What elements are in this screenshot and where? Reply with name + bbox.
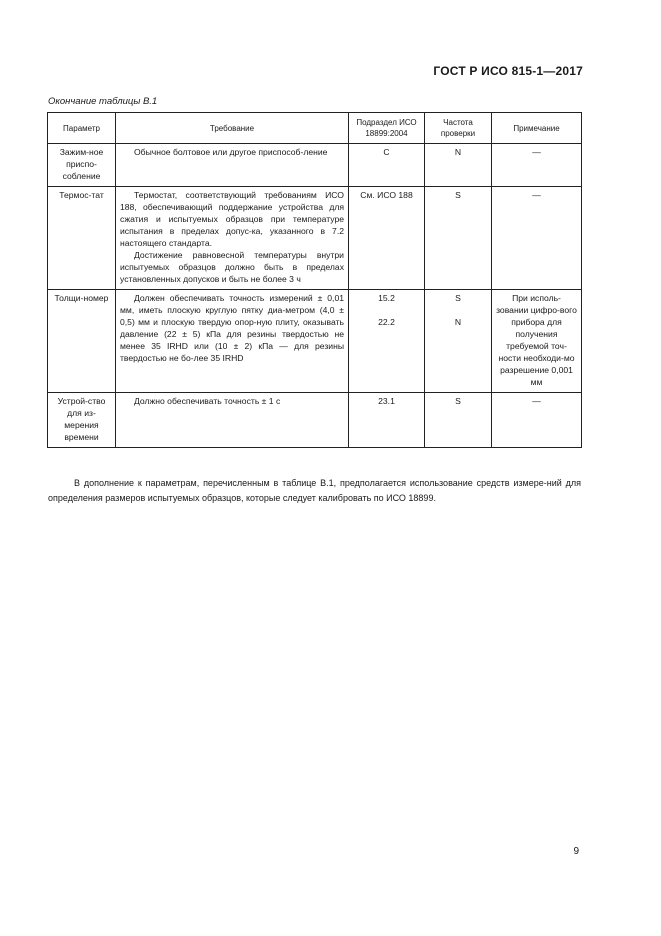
table-row [48,290,582,393]
column-header-note: Примечание [492,113,582,144]
parameter-cell: Толщи-номер [48,290,116,393]
parameter-cell: Термос-тат [48,187,116,290]
body-paragraph: В дополнение к параметрам, перечисленным в таблице В.1, предполагается использование средств измере-ний для определения размеров испытуемых образцов, которые следует калибровать по ИСО 18899. [48,478,581,503]
requirement-text: Достижение равновесной температуры внутри испытуемых образцов должно быть в пределах установленных допусков и быть не более 3 ч [120,250,344,284]
subsection-cell: См. ИСО 188 [349,187,425,290]
requirements-table [47,112,582,448]
document-header: ГОСТ Р ИСО 815-1—2017 [433,64,583,78]
page-number: 9 [573,846,579,857]
note-cell: — [492,187,582,290]
subsection-cell: 23.1 [349,393,425,448]
note-cell: — [492,144,582,187]
parameter-cell: Устрой-ство для из-мерения времени [48,393,116,448]
frequency-cell: S [425,187,492,290]
frequency-value: N [454,317,462,327]
table-caption: Окончание таблицы В.1 [48,96,158,107]
frequency-cell [425,290,492,393]
table-row [48,393,582,448]
requirement-cell [116,393,349,448]
subsection-value: 15.2 [378,293,395,303]
note-cell: — [492,393,582,448]
subsection-cell [349,290,425,393]
frequency-cell: N [425,144,492,187]
requirement-cell [116,290,349,393]
subsection-cell: С [349,144,425,187]
column-header-subsection: Подраздел ИСО 18899:2004 [349,113,425,144]
subsection-value: 22.2 [378,317,395,327]
requirement-text: Термостат, соответствующий требованиям ИСО 188, обеспечивающий поддержание устройства для сжатия и испытуемых образцов при температуре испытания в пределах допус-ка, указанного в 7.2 настоящего стандарта. [120,190,344,248]
requirement-cell [116,187,349,290]
frequency-cell: S [425,393,492,448]
table-row [48,144,582,187]
requirement-text: Должен обеспечивать точность измерений ± 0,01 мм, иметь плоскую круглую пятку диа-метром (4,0 ± 0,5) мм и плоскую твердую опор-ную плиту, оказывать давление (22 ± 5) кПа для резины твердостью не менее 35 IRHD или (10 ± 2) кПа — для резины твердостью не бо-лее 35 IRHD [120,293,344,363]
note-cell: При исполь-зовании цифро-вого прибора для получения требуемой точ-ности необходи-мо разрешение 0,001 мм [492,290,582,393]
table-row [48,187,582,290]
table-header-row [48,113,582,144]
requirement-cell [116,144,349,187]
parameter-cell: Зажим-ное приспо-собление [48,144,116,187]
requirement-text: Обычное болтовое или другое приспособ-ление [134,147,328,157]
column-header-parameter: Параметр [48,113,116,144]
column-header-frequency: Частота проверки [425,113,492,144]
frequency-value: S [455,293,461,303]
requirement-text: Должно обеспечивать точность ± 1 с [134,396,281,406]
column-header-requirement: Требование [116,113,349,144]
